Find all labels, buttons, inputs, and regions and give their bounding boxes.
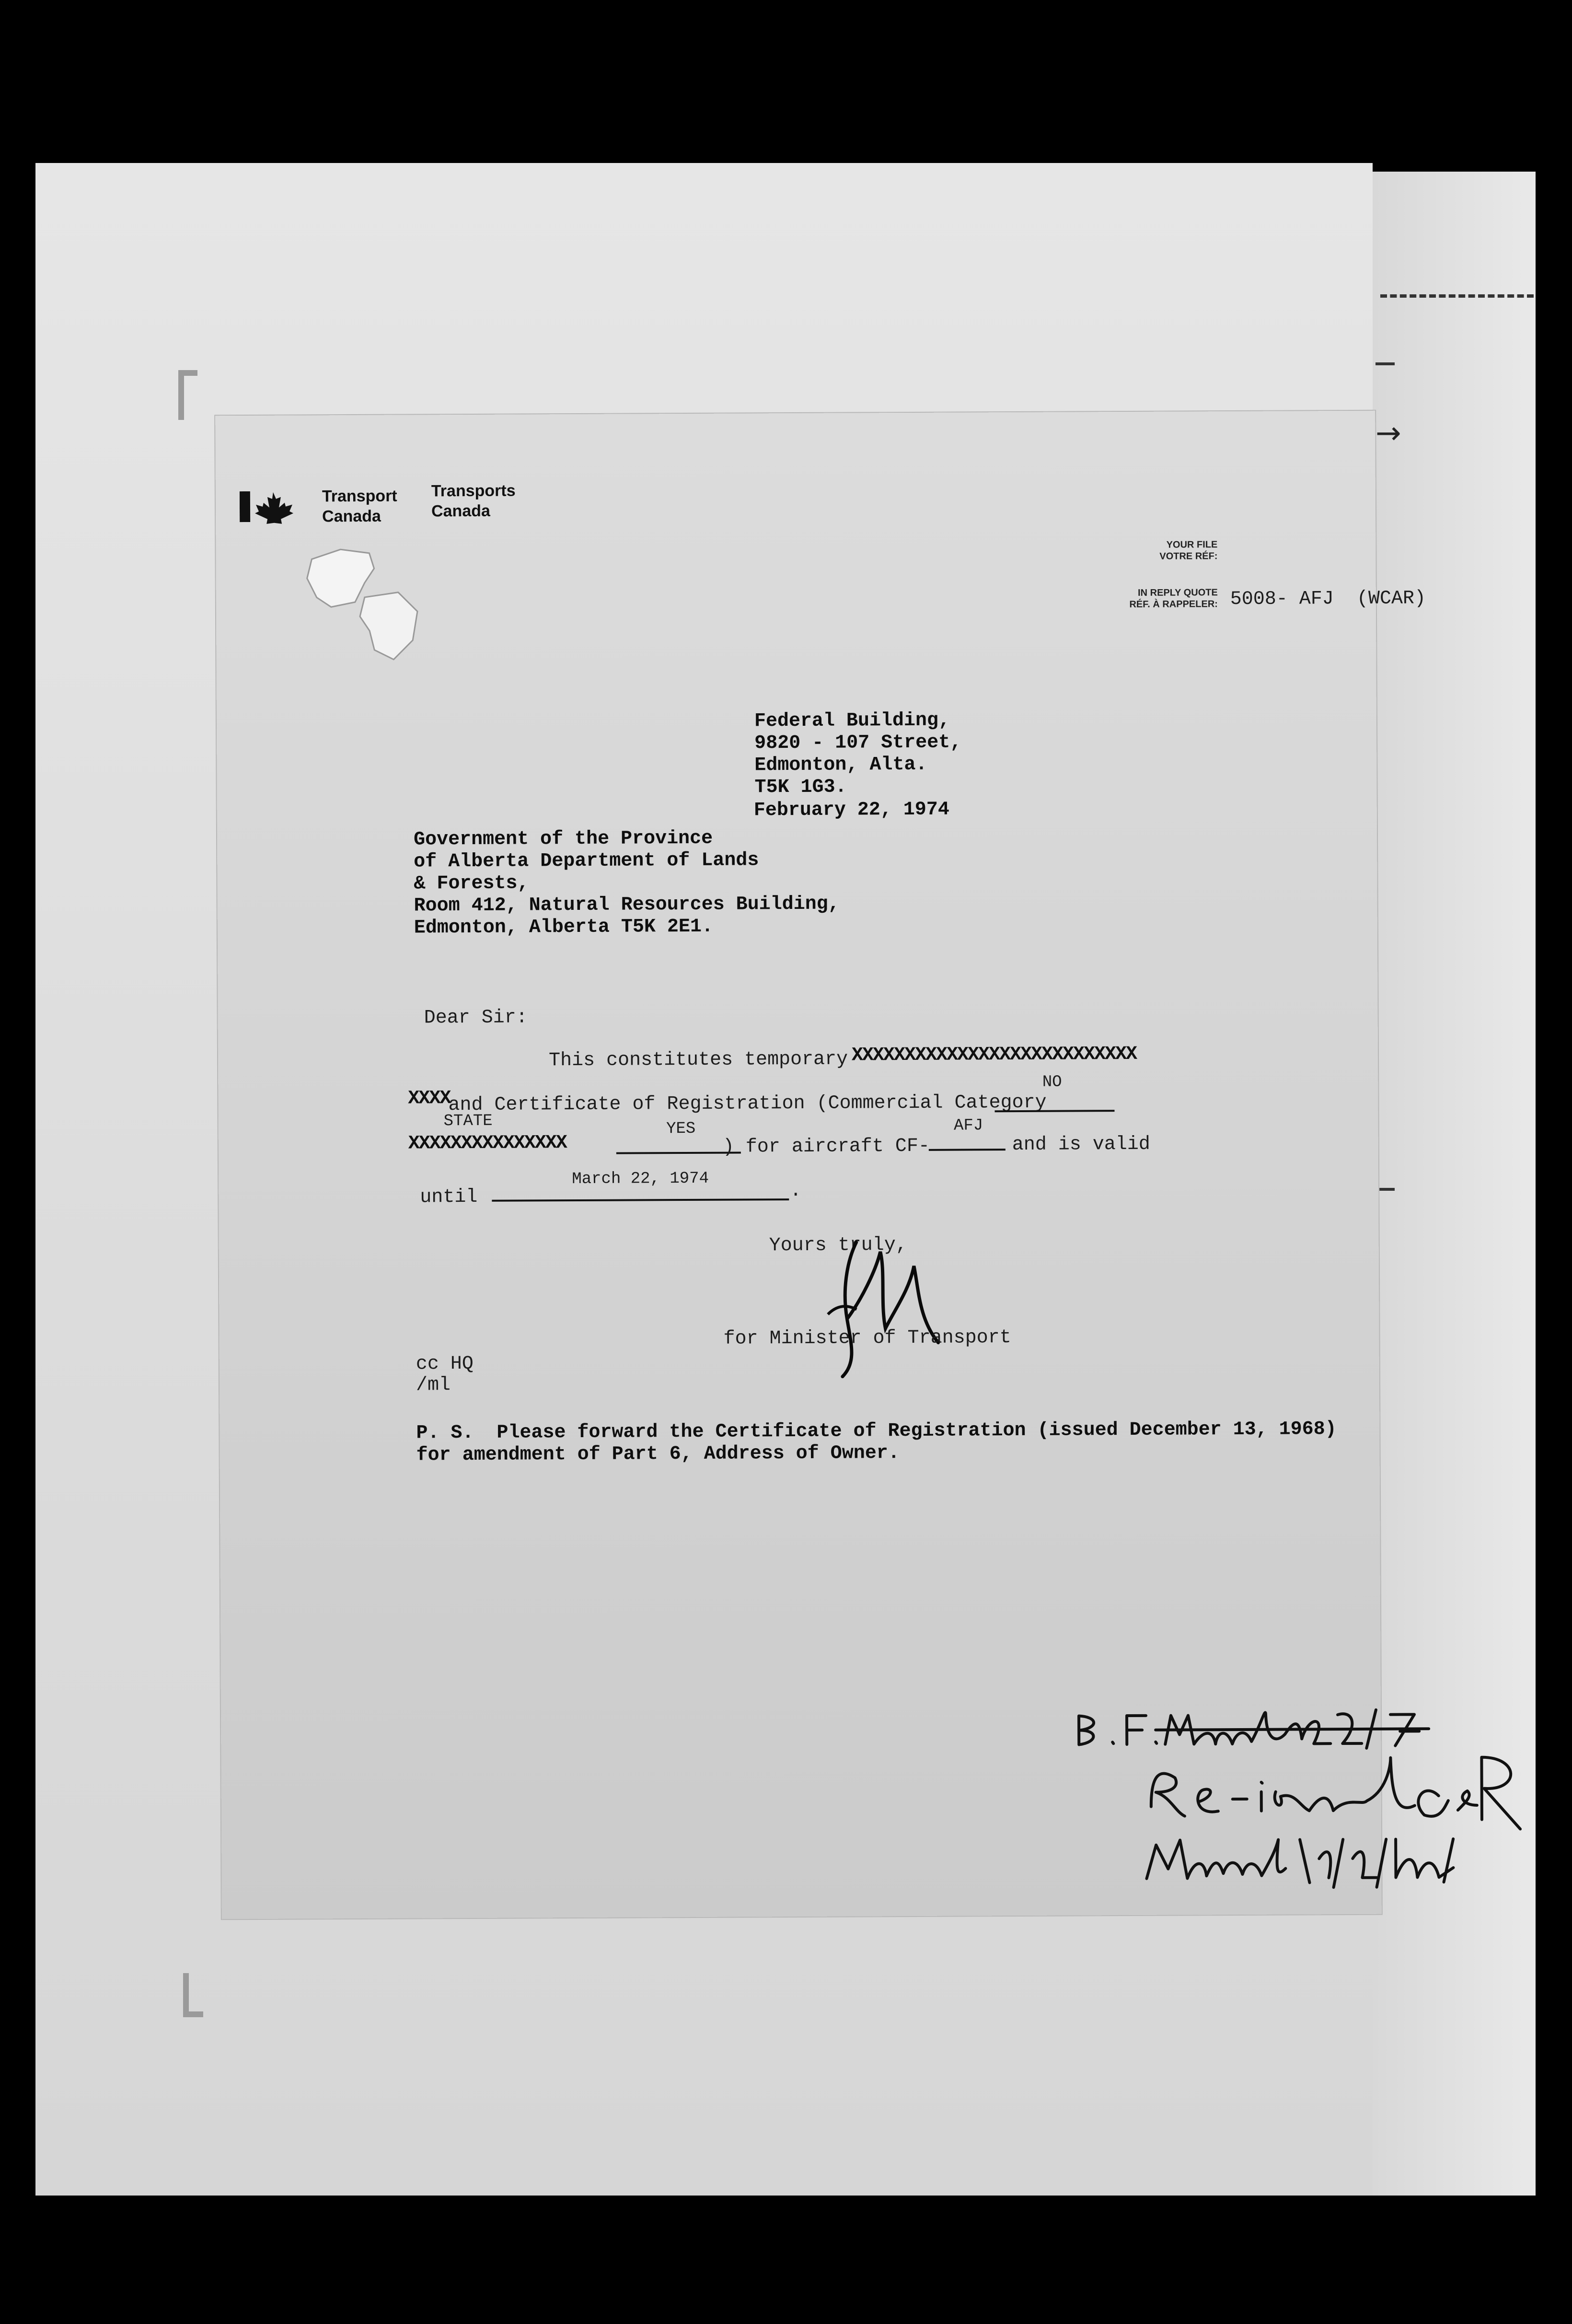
sender-address-line: Edmonton, Alta. bbox=[754, 754, 927, 777]
fill-in-line bbox=[929, 1149, 1006, 1151]
department-name-english bbox=[322, 486, 397, 527]
canada-flag-icon bbox=[240, 487, 321, 526]
torn-tape-mark bbox=[297, 539, 437, 669]
commercial-category-answer: NO bbox=[1042, 1073, 1062, 1092]
postscript-line: for amendment of Part 6, Address of Owner. bbox=[416, 1442, 900, 1466]
dashed-rule bbox=[1380, 294, 1534, 298]
reply-quote-label bbox=[1093, 587, 1218, 610]
body-text: and Certificate of Registration (Commercial Category bbox=[448, 1092, 1047, 1116]
corner-bracket-mark bbox=[178, 370, 197, 420]
recipient-address-line: Government of the Province bbox=[413, 827, 713, 851]
recipient-address-line: & Forests, bbox=[414, 872, 529, 895]
department-name-line: Transports bbox=[431, 481, 516, 500]
department-name-line: Canada bbox=[431, 501, 490, 521]
label-line: RÉF. À RAPPELER: bbox=[1129, 599, 1218, 610]
signature bbox=[785, 1223, 948, 1386]
margin-tick bbox=[1376, 362, 1395, 365]
letter-date: February 22, 1974 bbox=[753, 799, 949, 822]
reference-number: 5008- AFJ (WCAR) bbox=[1230, 588, 1426, 611]
salutation: Dear Sir: bbox=[424, 1007, 528, 1029]
fill-in-line bbox=[492, 1198, 789, 1202]
handwritten-annotation bbox=[1060, 1695, 1540, 1898]
fill-in-line bbox=[995, 1110, 1115, 1112]
recipient-address-line: of Alberta Department of Lands bbox=[414, 849, 759, 873]
recipient-address-line: Edmonton, Alberta T5K 2E1. bbox=[414, 916, 714, 939]
department-name-line: Transport bbox=[322, 487, 397, 506]
struck-out-text: XXXX bbox=[408, 1088, 451, 1110]
struck-out-text: XXXXXXXXXXXXXXX bbox=[408, 1132, 566, 1155]
your-file-label bbox=[1093, 539, 1217, 562]
body-text: ) for aircraft CF- bbox=[722, 1135, 930, 1158]
department-name-french bbox=[431, 481, 516, 522]
sender-address-line: Federal Building, bbox=[754, 709, 950, 732]
label-line: IN REPLY QUOTE bbox=[1138, 587, 1218, 598]
department-name-line: Canada bbox=[322, 507, 381, 526]
body-text: and is valid bbox=[1012, 1133, 1150, 1156]
private-category-answer: YES bbox=[666, 1119, 696, 1139]
sender-address-line: 9820 - 107 Street, bbox=[754, 732, 962, 755]
label-line: VOTRE RÉF: bbox=[1159, 551, 1218, 562]
struck-out-text: XXXXXXXXXXXXXXXXXXXXXXXXXXX bbox=[851, 1043, 1137, 1067]
aircraft-registration-mark: AFJ bbox=[953, 1116, 983, 1135]
signatory-line: for Minister of Transport bbox=[723, 1327, 1011, 1350]
closing-phrase: Yours truly, bbox=[769, 1234, 907, 1257]
postscript-line: P. S. Please forward the Certificate of Registration (issued December 13, 1968) bbox=[416, 1418, 1337, 1444]
letter-page bbox=[215, 411, 1426, 1919]
arrow-icon: → bbox=[1376, 416, 1401, 451]
typist-initials: /ml bbox=[416, 1374, 451, 1396]
label-line: YOUR FILE bbox=[1166, 539, 1218, 550]
copy-notation: cc HQ bbox=[416, 1353, 474, 1375]
recipient-address-line: Room 412, Natural Resources Building, bbox=[414, 893, 840, 917]
body-text: until bbox=[420, 1186, 478, 1208]
sender-address-line: T5K 1G3. bbox=[754, 776, 847, 799]
body-text: This constitutes temporary bbox=[548, 1048, 848, 1072]
body-text: . bbox=[790, 1180, 802, 1202]
valid-until-date: March 22, 1974 bbox=[572, 1169, 709, 1189]
corner-bracket-mark bbox=[183, 1973, 203, 2017]
inserted-text: STATE bbox=[443, 1112, 493, 1131]
